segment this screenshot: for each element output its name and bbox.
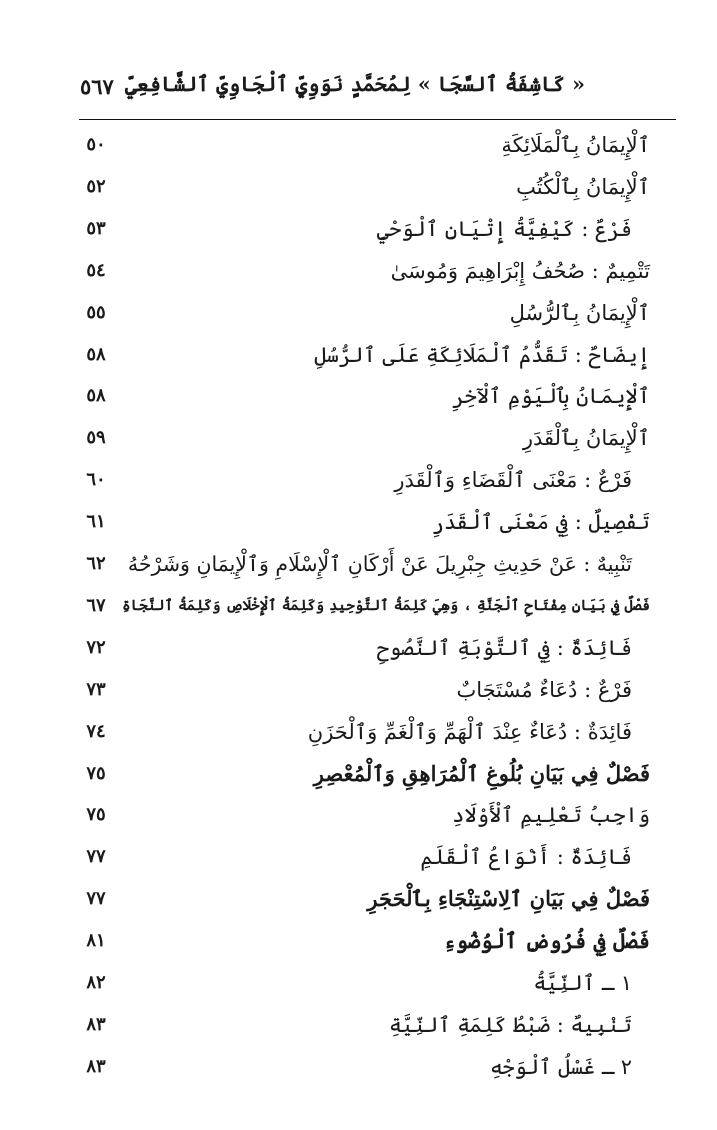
toc-entry-page-number: ٥٠ (86, 134, 106, 155)
toc-entry-page-number: ٧٥ (86, 762, 106, 784)
toc-entry-title: فَرْعٌ : كَيْفِيَّةُ إِتْيَانِ ٱلْوَحْيِ (376, 216, 632, 241)
toc-entry-page-number: ٥٢ (86, 175, 106, 197)
toc-entry (0, 502, 717, 542)
toc-entry-title: فَائِدَةٌ : أَنْوَاعُ ٱلْقَلَمِ (420, 845, 632, 870)
toc-entry-page-number: ٦١ (86, 511, 106, 533)
toc-entry-title: تَنْبِيهٌ : عَنْ حَدِيثِ جِبْرِيلَ عَنْ أَرْكَانِ ٱلْإِسْلَامِ وَٱلْإِيمَانِ وَشَرْحُهُ (127, 552, 632, 576)
running-head: « كَاشِفَةُ ٱلسَّجَا » لِمُحَمَّدٍ نَوَوِيٍّ ٱلْجَاوِيِّ ٱلشَّافِعِيِّ (125, 72, 585, 96)
toc-entry-page-number: ٥٥ (86, 301, 106, 323)
toc-entry-title: وَاجِبُ تَعْلِيمِ ٱلْأَوْلَادِ (452, 803, 650, 828)
toc-entry-page-number: ٥٨ (86, 385, 106, 407)
toc-entry (0, 1047, 717, 1087)
toc-entry-title: ٢ ـ غَسْلُ ٱلْوَجْهِ (489, 1054, 632, 1079)
toc-entry-title: فَرْعٌ : دُعَاءٌ مُسْتَجَابٌ (456, 677, 632, 702)
toc-entry-title: ٱلْإِيمَانُ بِٱلْيَوْمِ ٱلْآخِرِ (452, 384, 650, 409)
toc-entry-title: فَرْعٌ : مَعْنَى ٱلْقَضَاءِ وَٱلْقَدَرِ (394, 468, 632, 493)
toc-entry-page-number: ٥٣ (86, 217, 106, 239)
toc-entry-title: فَصْلٌ فِي بَيَانِ ٱلِاسْتِنْجَاءِ بِٱلْحَجَرِ (367, 886, 650, 912)
toc-entry-page-number: ٥٤ (86, 259, 106, 281)
toc-entry (0, 544, 717, 584)
toc-entry (0, 921, 717, 961)
toc-entry (0, 754, 717, 794)
toc-entry (0, 712, 717, 752)
toc-entry (0, 586, 717, 626)
toc-entry (0, 670, 717, 710)
toc-entry-title: فَائِدَةٌ : فِي ٱلتَّوْبَةِ ٱلنَّصُوحِ (376, 635, 632, 660)
toc-entry-title: تَنْبِيهٌ : ضَبْطُ كَلِمَةِ ٱلنِّيَّةِ (389, 1012, 632, 1037)
toc-entry-page-number: ٧٥ (86, 804, 106, 826)
toc-entry-page-number: ٧٤ (86, 720, 106, 742)
toc-entry-title: ٱلْإِيمَانُ بِٱلرُّسُلِ (509, 300, 650, 325)
toc-entry-page-number: ٧٧ (86, 888, 106, 910)
toc-entry (0, 1005, 717, 1045)
toc-entry-page-number: ٦٢ (86, 553, 106, 574)
toc-entry-title: ١ ـ ٱلنِّيَّةُ (533, 971, 632, 995)
toc-entry (0, 335, 717, 375)
toc-entry-page-number: ٨٣ (86, 1013, 106, 1035)
toc-entry-title: ٱلْإِيمَانُ بِٱلْكُتُبِ (516, 174, 650, 199)
toc-entry-page-number: ٦٠ (86, 469, 106, 491)
toc-entry-page-number: ٧٣ (86, 678, 106, 700)
toc-entry-title: ٱلْإِيمَانُ بِٱلْمَلَائِكَةِ (501, 133, 650, 157)
toc-entry (0, 167, 717, 207)
toc-entry-title: ٱلْإِيمَانُ بِٱلْقَدَرِ (522, 426, 650, 451)
toc-entry-title: فَائِدَةٌ : دُعَاءٌ عِنْدَ ٱلْهَمِّ وَٱلْغَمِّ وَٱلْحَزَنِ (307, 719, 632, 744)
toc-entry-title: تَفْصِيلٌ : فِي مَعْنَى ٱلْقَدَرِ (431, 510, 650, 535)
toc-entry (0, 795, 717, 835)
toc-entry-page-number: ٨١ (86, 930, 106, 952)
toc-entry (0, 879, 717, 919)
toc-entry (0, 209, 717, 249)
toc-entry-title: فَصْلٌ فِي فُرُوضِ ٱلْوُضُوءِ (443, 928, 650, 954)
toc-entry-page-number: ٨٣ (86, 1055, 106, 1077)
toc-entry-page-number: ٧٢ (86, 636, 106, 658)
toc-entry (0, 628, 717, 668)
toc-entry (0, 837, 717, 877)
toc-entry-page-number: ٥٩ (86, 427, 106, 449)
page-number: ٥٦٧ (80, 74, 114, 99)
toc-entry-page-number: ٨٢ (86, 972, 106, 993)
toc-entry-page-number: ٧٧ (86, 846, 106, 868)
toc-entry (0, 963, 717, 1003)
toc-entry (0, 460, 717, 500)
toc-entry-title: فَصْلٌ فِي بَيَانِ مِفْتَاحِ ٱلْجَنَّةِ ، وَهِيَ كَلِمَةُ ٱلتَّوْحِيدِ وَكَلِمَةُ ٱلْإِخْلَاصِ وَكَلِمَةُ ٱلنَّجَاةِ (122, 596, 650, 614)
toc-entry (0, 251, 717, 291)
toc-entry (0, 293, 717, 333)
toc-entry (0, 376, 717, 416)
toc-entry-title: تَتْمِيمٌ : صُحُفُ إِبْرَاهِيمَ وَمُوسَىٰ (390, 258, 650, 283)
toc-entry (0, 125, 717, 165)
toc-entry-title: إِيضَاحٌ : تَقَدُّمُ ٱلْمَلَائِكَةِ عَلَى ٱلرُّسُلِ (314, 342, 650, 367)
toc-entry-page-number: ٥٨ (86, 343, 106, 365)
toc-entry-page-number: ٦٧ (86, 594, 106, 616)
toc-entry-title: فَصْلٌ فِي بَيَانِ بُلُوغِ ٱلْمُرَاهِقِ وَٱلْمُعْصِرِ (313, 760, 650, 786)
toc-entry (0, 418, 717, 458)
